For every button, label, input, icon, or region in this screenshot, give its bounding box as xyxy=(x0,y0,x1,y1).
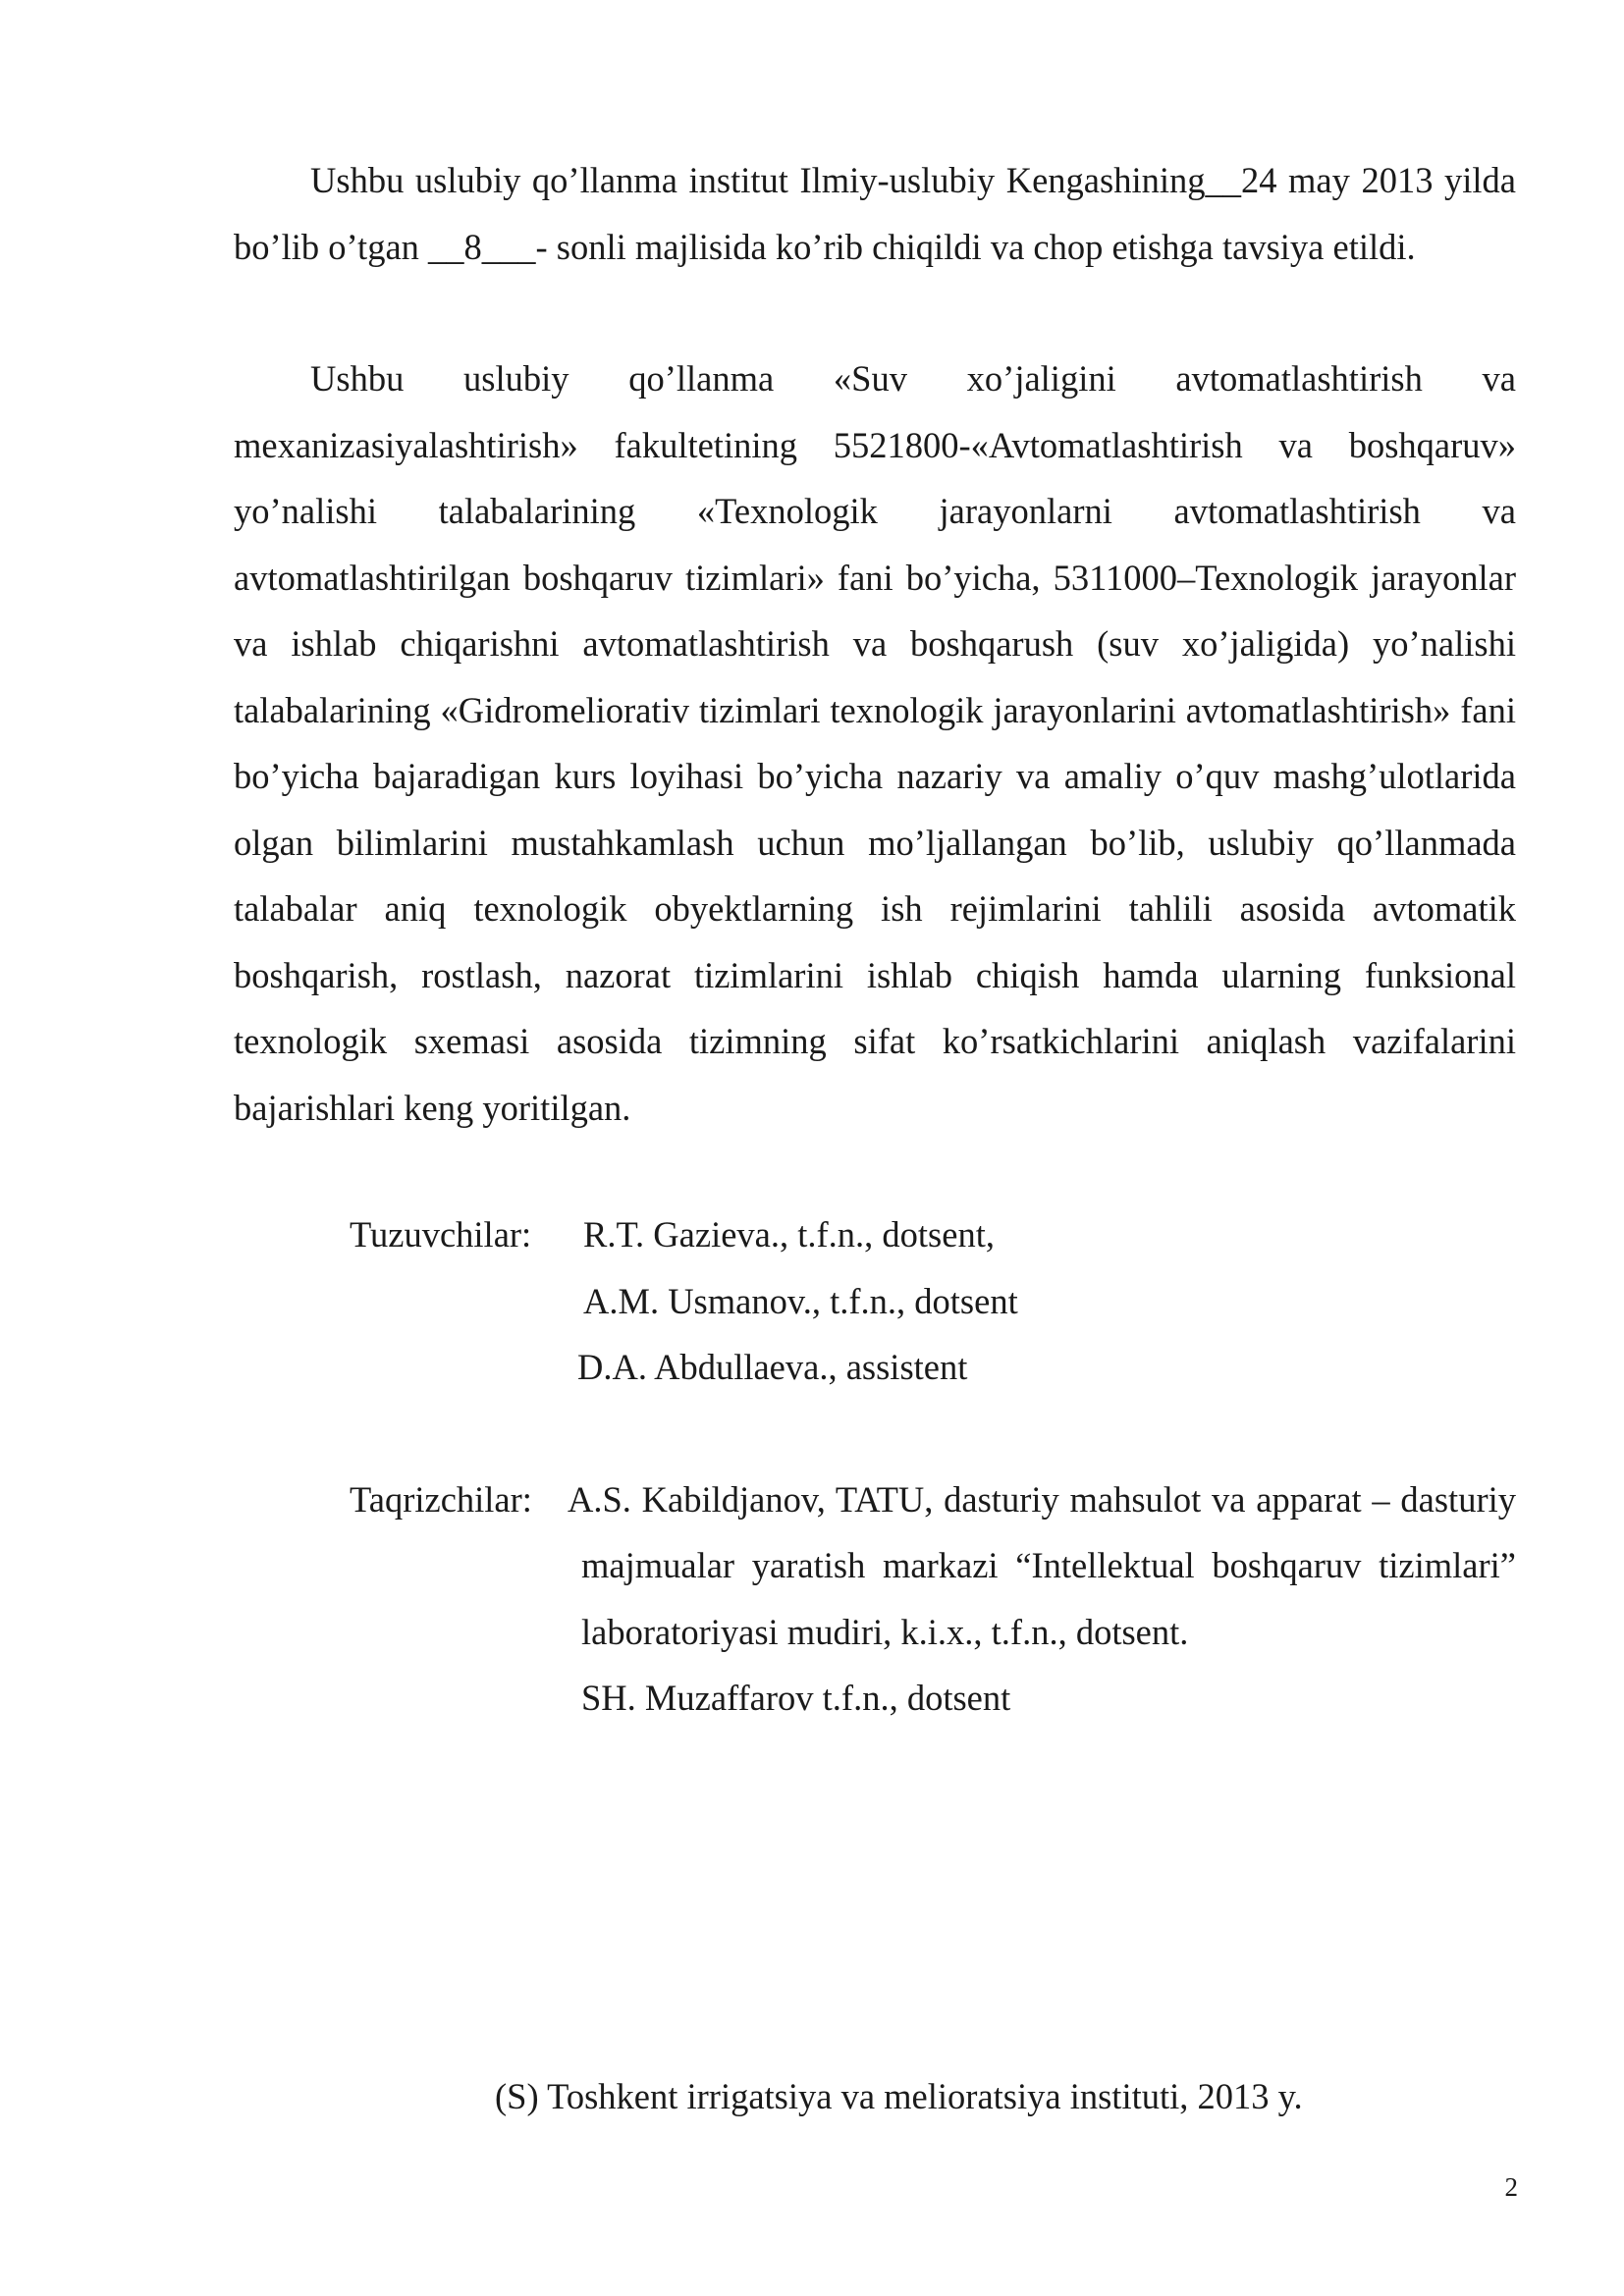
reviewers-block xyxy=(350,1467,1516,1732)
authors-list xyxy=(577,1201,1516,1401)
reviewer-entry: SH. Muzaffarov t.f.n., dotsent xyxy=(581,1678,1011,1718)
reviewers-label: Taqrizchilar: xyxy=(350,1478,532,1520)
author-name: A.M. Usmanov., t.f.n., dotsent xyxy=(583,1280,1018,1321)
authors-label: Tuzuvchilar: xyxy=(350,1214,532,1255)
authors-block xyxy=(350,1201,1516,1401)
copyright-notice: (S) Toshkent irrigatsiya va melioratsiya instituti, 2013 y. xyxy=(495,2076,1303,2116)
reviewer-entry: A.S. Kabildjanov, TATU, dasturiy mahsulot va apparat – dasturiy majmualar yaratish markazi “Intellektual boshqaruv tizimlari” laboratoriyasi mudiri, k.i.x., t.f.n., dotsent. xyxy=(568,1478,1516,1652)
author-name: D.A. Abdullaeva., assistent xyxy=(577,1347,968,1387)
approval-paragraph: Ushbu uslubiy qo’llanma institut Ilmiy-uslubiy Kengashining__24 may 2013 yilda bo’lib o’tgan __8___- sonli majlisida ko’rib chiqildi va chop etishga tavsiya etildi. xyxy=(234,160,1516,267)
page-number: 2 xyxy=(1504,2172,1518,2202)
description-paragraph: Ushbu uslubiy qo’llanma «Suv xo’jaligini avtomatlashtirish va mexanizasiyalashtirish» fakultetining 5521800-«Avtomatlashtirish va boshqaruv» yo’nalishi talabalarining «Texnologik jarayonlarni avtomatlashtirish va avtomatlashtirilgan boshqaruv tizimlari» fani bo’yicha, 5311000–Texnologik jarayonlar va ishlab chiqarishni avtomatlashtirish va boshqarush (suv xo’jaligida) yo’nalishi talabalarining «Gidromeliorativ tizimlari texnologik jarayonlarini avtomatlashtirish» fani bo’yicha bajaradigan kurs loyihasi bo’yicha nazariy va amaliy o’quv mashg’ulotlarida olgan bilimlarini mustahkamlash uchun mo’ljallangan bo’lib, uslubiy qo’llanmada talabalar aniq texnologik obyektlarning ish rejimlarini tahlili asosida avtomatik boshqarish, rostlash, nazorat tizimlarini ishlab chiqish hamda ularning funksional texnologik sxemasi asosida tizimning sifat ko’rsatkichlarini aniqlash vazifalarini bajarishlari keng yoritilgan. xyxy=(234,358,1516,1128)
reviewers-list xyxy=(568,1467,1516,1732)
author-name: R.T. Gazieva., t.f.n., dotsent, xyxy=(583,1214,995,1255)
document-page xyxy=(234,147,1516,1732)
